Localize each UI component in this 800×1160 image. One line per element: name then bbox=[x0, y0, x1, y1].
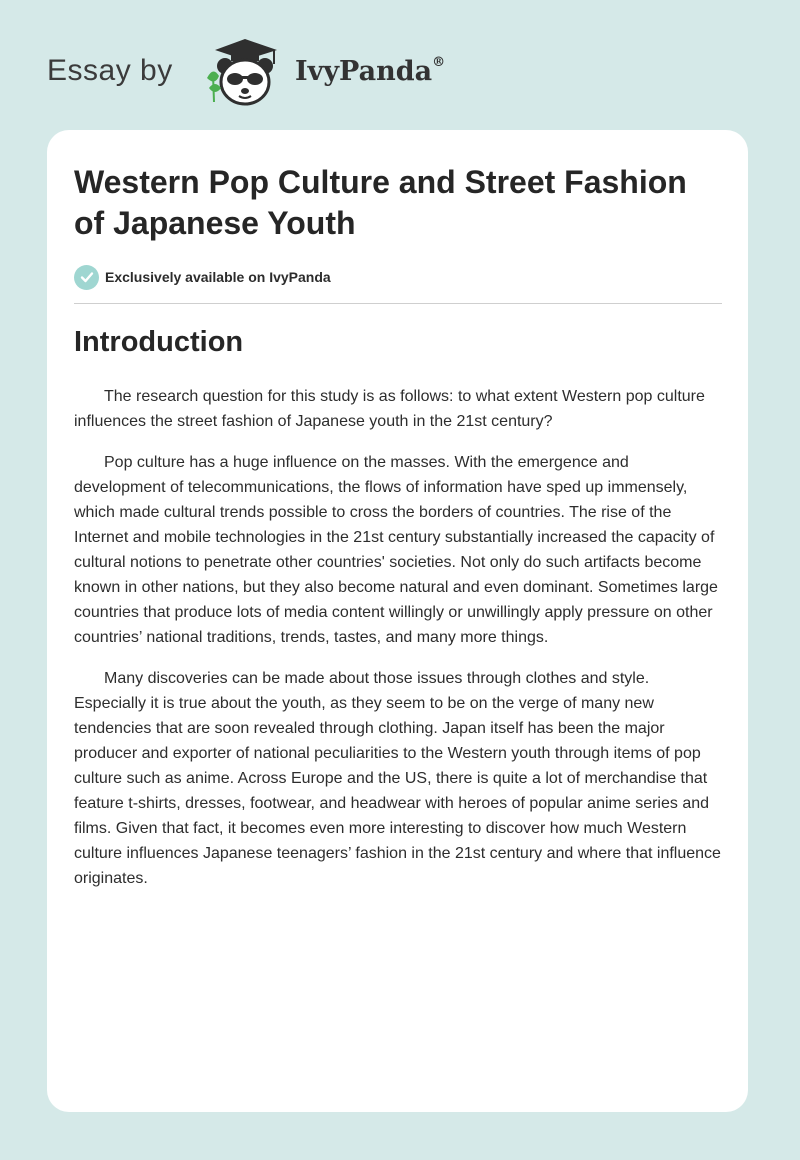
essay-title: Western Pop Culture and Street Fashion of Japanese Youth bbox=[74, 164, 687, 241]
site-header bbox=[47, 36, 477, 108]
paragraph: Many discoveries can be made about those issues through clothes and style. Especially it is true about the youth, as they seem to be on the verge of many new tendencies that are soon revealed through clothing. Japan itself has been the major producer and exporter of national peculiarities to the Western youth through items of pop culture such as anime. Across Europe and the US, there is quite a lot of merchandise that feature t-shirts, dresses, footwear, and headwear with heroes of popular anime series and films. Given that fact, it becomes even more interesting to discover how much Western culture influences Japanese teenagers’ fashion in the 21st century and where that influence originates. bbox=[74, 670, 721, 887]
divider bbox=[74, 303, 722, 304]
checkmark-icon bbox=[74, 265, 99, 290]
essay-card bbox=[47, 130, 748, 1112]
essay-by-label: Essay by bbox=[47, 54, 173, 87]
exclusive-badge bbox=[74, 264, 331, 290]
registered-mark: ® bbox=[432, 55, 446, 70]
panda-graduate-icon bbox=[201, 36, 289, 108]
exclusive-badge-label: Exclusively available on IvyPanda bbox=[105, 269, 331, 285]
brand-name[interactable] bbox=[295, 56, 445, 87]
paragraph: The research question for this study is as follows: to what extent Western pop culture influences the street fashion of Japanese youth in the 21st century? bbox=[74, 388, 705, 430]
section-heading: Introduction bbox=[74, 326, 244, 358]
paragraph: Pop culture has a huge influence on the masses. With the emergence and development of telecommunications, the flows of information have sped up immensely, which made cultural trends possible to cross the borders of countries. The rise of the Internet and mobile technologies in the 21st century substantially increased the capacity of cultural notions to penetrate other countries' societies. Not only do such artifacts become known in other nations, but they also become natural and even dominant. Sometimes large countries that produce lots of media content willingly or unwillingly apply pressure on other countries’ national traditions, trends, tastes, and many more things. bbox=[74, 454, 718, 646]
brand-text: IvyPanda bbox=[295, 56, 433, 87]
essay-body bbox=[74, 384, 724, 907]
